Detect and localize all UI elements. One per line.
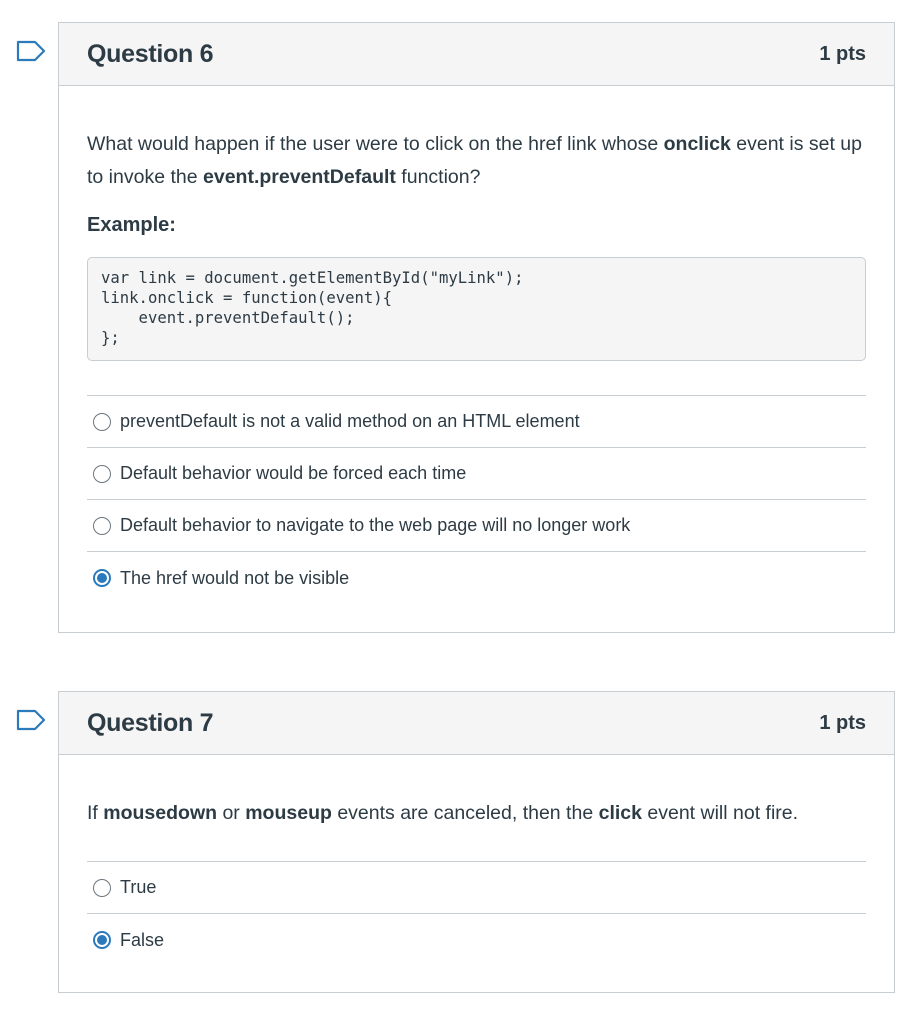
code-block: var link = document.getElementById("myLink"); link.onclick = function(event){ event.preventDefault(); };: [87, 257, 866, 361]
answer-label: False: [120, 929, 165, 950]
question-header: [59, 23, 894, 86]
question-text-part: If: [87, 802, 104, 824]
question-text-bold: event.preventDefault: [203, 166, 396, 188]
question-header: [59, 692, 894, 755]
answer-option[interactable]: [87, 448, 866, 500]
question-text-part: What would happen if the user were to click on the href link whose: [87, 133, 664, 155]
question-body: [59, 86, 894, 604]
question-7: [58, 691, 895, 993]
answer-list: [87, 861, 866, 966]
question-6: [58, 22, 895, 633]
question-text-bold: onclick: [663, 133, 731, 155]
question-text-bold: click: [598, 802, 642, 824]
question-text-part: events are canceled, then the: [331, 802, 599, 824]
radio-button-selected[interactable]: [93, 569, 111, 587]
answer-option[interactable]: [87, 500, 866, 552]
flag-question-icon[interactable]: [16, 709, 46, 731]
answer-label: True: [120, 877, 157, 897]
answer-label: Default behavior to navigate to the web page will no longer work: [120, 515, 631, 535]
question-title: Question 7: [87, 708, 214, 737]
question-text-part: event will not fire.: [641, 802, 799, 824]
question-text: [87, 128, 866, 194]
question-text-bold: mouseup: [245, 802, 332, 824]
question-text-part: event is set up to invoke the: [87, 133, 863, 188]
flag-question-icon[interactable]: [16, 40, 46, 62]
radio-button[interactable]: [93, 465, 111, 483]
answer-option[interactable]: [87, 862, 866, 914]
question-text-bold: mousedown: [103, 802, 218, 824]
radio-button[interactable]: [93, 879, 111, 897]
question-title: Question 6: [87, 39, 214, 68]
question-points: 1 pts: [819, 42, 866, 65]
question-text-part: or: [217, 802, 246, 824]
answer-label: Default behavior would be forced each time: [120, 463, 467, 483]
answer-option[interactable]: [87, 552, 866, 604]
answer-label: preventDefault is not a valid method on an HTML element: [120, 411, 580, 431]
radio-button[interactable]: [93, 413, 111, 431]
question-text: [87, 797, 866, 830]
example-label: Example:: [87, 214, 176, 236]
answer-option[interactable]: [87, 396, 866, 448]
radio-button-selected[interactable]: [93, 931, 111, 949]
question-body: [59, 755, 894, 966]
question-text-part: function?: [395, 166, 481, 188]
answer-list: [87, 395, 866, 604]
question-points: 1 pts: [819, 711, 866, 734]
answer-label: The href would not be visible: [120, 567, 350, 588]
answer-option[interactable]: [87, 914, 866, 966]
radio-button[interactable]: [93, 517, 111, 535]
